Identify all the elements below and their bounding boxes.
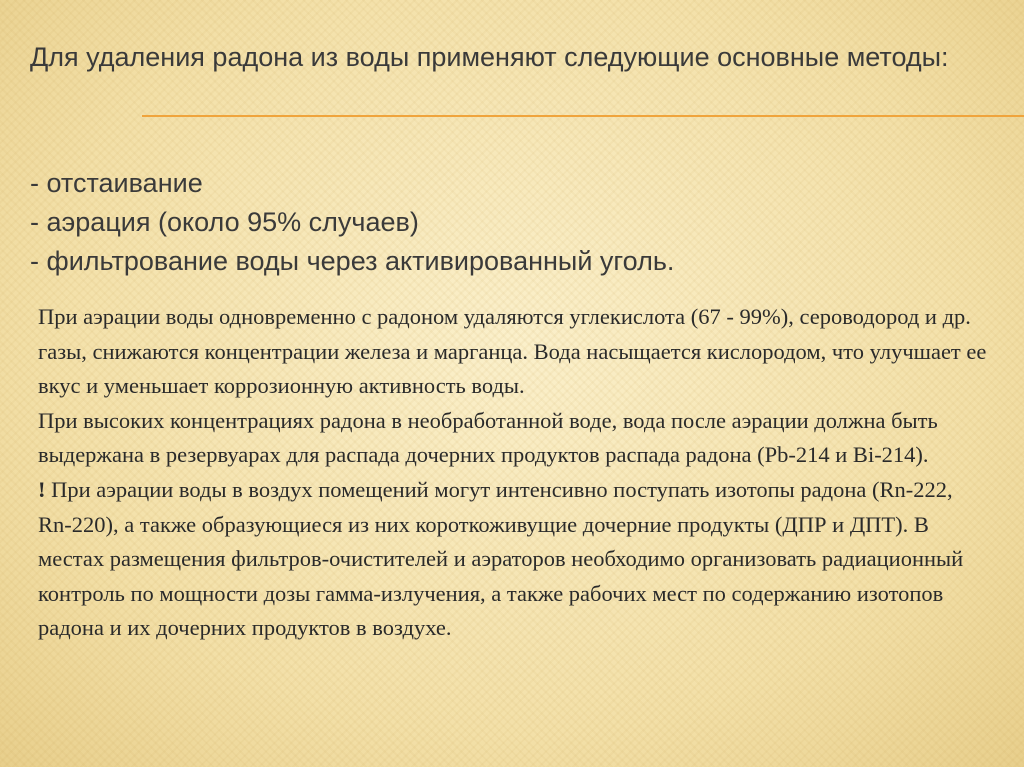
method-item-aeration: - аэрация (около 95% случаев) [30,207,419,237]
method-item-settling: - отстаивание [30,168,203,198]
body-text [38,300,988,646]
exclamation-mark: ! [38,476,46,502]
methods-list [30,164,990,281]
warning-text: При аэрации воды в воздух помещений могут интенсивно поступать изотопы радона (Rn-222, Rn-220), а также образующиеся из них короткоживущие дочерние продукты (ДПР и ДПТ). В местах размещения фильтров-очистителей и аэраторов необходимо организовать радиационный контроль по мощности дозы гамма-излучения, а также рабочих мест по содержанию изотопов радона и их дочерних продуктов в воздухе. [38,476,964,641]
paragraph-warning [38,473,988,646]
paragraph-aeration-effects: При аэрации воды одновременно с радоном удаляются углекислота (67 - 99%), сероводород и др. газы, снижаются концентрации железа и марганца. Вода насыщается кислородом, что улучшает ее вкус и уменьшает коррозионную активность воды. [38,304,987,399]
method-item-filtration: - фильтрование воды через активированный уголь. [30,246,675,276]
paragraph-high-concentrations: При высоких концентрациях радона в необработанной воде, вода после аэрации должна быть выдержана в резервуарах для распада дочерних продуктов распада радона (Pb-214 и Bi-214). [38,407,938,468]
title-underline [142,115,1024,117]
slide-title: Для удаления радона из воды применяют следующие основные методы: [30,42,949,72]
